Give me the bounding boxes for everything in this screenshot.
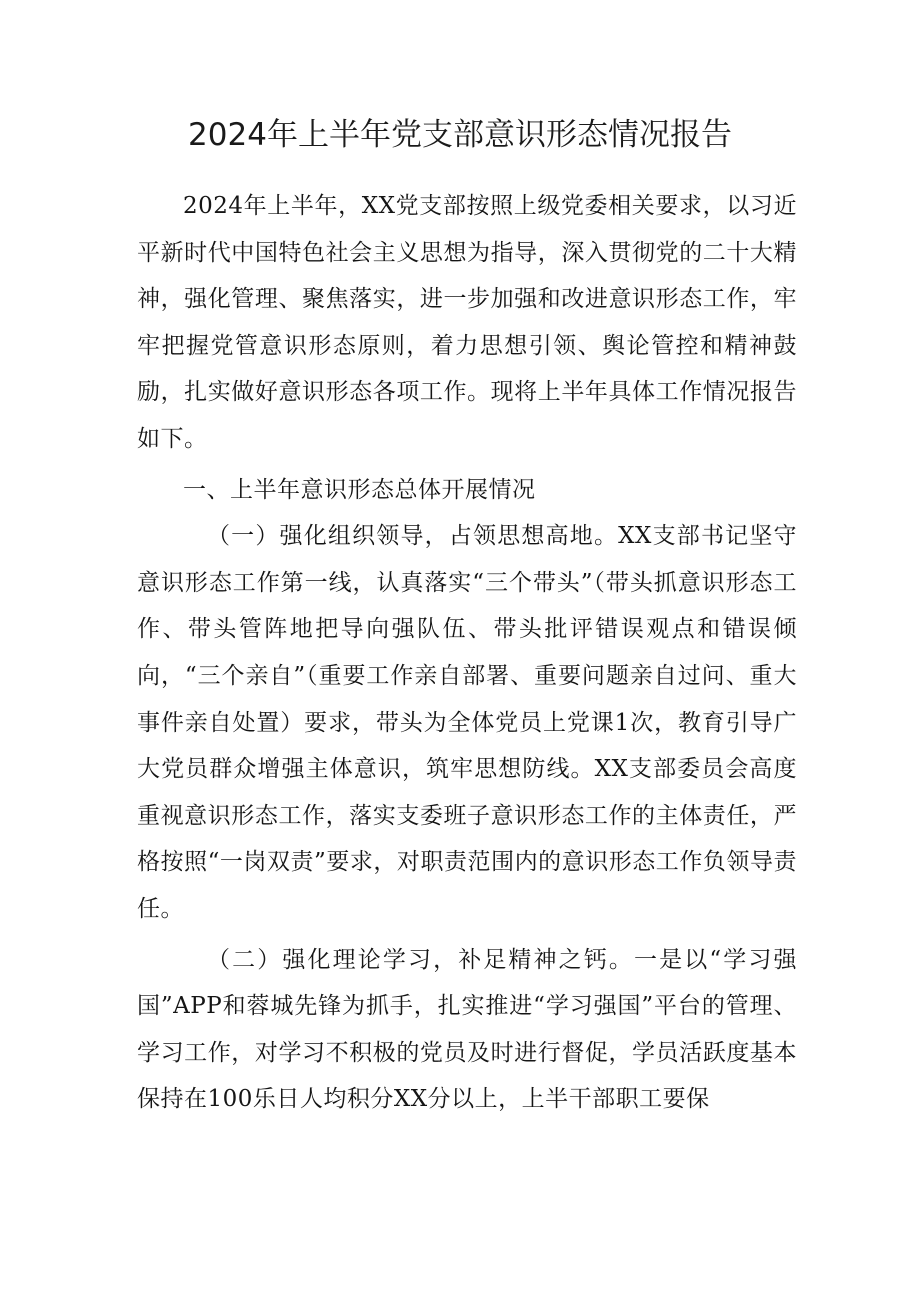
document-title: 2024年上半年党支部意识形态情况报告	[188, 117, 732, 153]
subsection-paragraph-2: （二）强化理论学习，补足精神之钙。一是以“学习强国”APP和蓉城先锋为抓手，扎实推进“学习强国”平台的管理、学习工作，对学习不积极的党员及时进行督促，学员活跃度基本保持在100乐日人均积分XX分以上，上半干部职工要保	[137, 946, 797, 1113]
section-heading-1: 一、上半年意识形态总体开展情况	[183, 476, 536, 503]
intro-paragraph: 2024年上半年，XX党支部按照上级党委相关要求，以习近平新时代中国特色社会主义思想为指导，深入贯彻党的二十大精神，强化管理、聚焦落实，进一步加强和改进意识形态工作，牢牢把握党管意识形态原则，着力思想引领、舆论管控和精神鼓励，扎实做好意识形态各项工作。现将上半年具体工作情况报告如下。	[137, 193, 797, 452]
subsection-paragraph-1: （一）强化组织领导，占领思想高地。XX支部书记坚守意识形态工作第一线，认真落实“三个带头”（带头抓意识形态工作、带头管阵地把导向强队伍、带头批评错误观点和错误倾向，“三个亲自”（重要工作亲自部署、重要问题亲自过问、重大事件亲自处置）要求，带头为全体党员上党课1次，教育引导广大党员群众增强主体意识，筑牢思想防线。XX支部委员会高度重视意识形态工作，落实支委班子意识形态工作的主体责任，严格按照“一岗双责”要求，对职责范围内的意识形态工作负领导责任。	[137, 523, 797, 922]
document-body	[137, 183, 797, 1123]
